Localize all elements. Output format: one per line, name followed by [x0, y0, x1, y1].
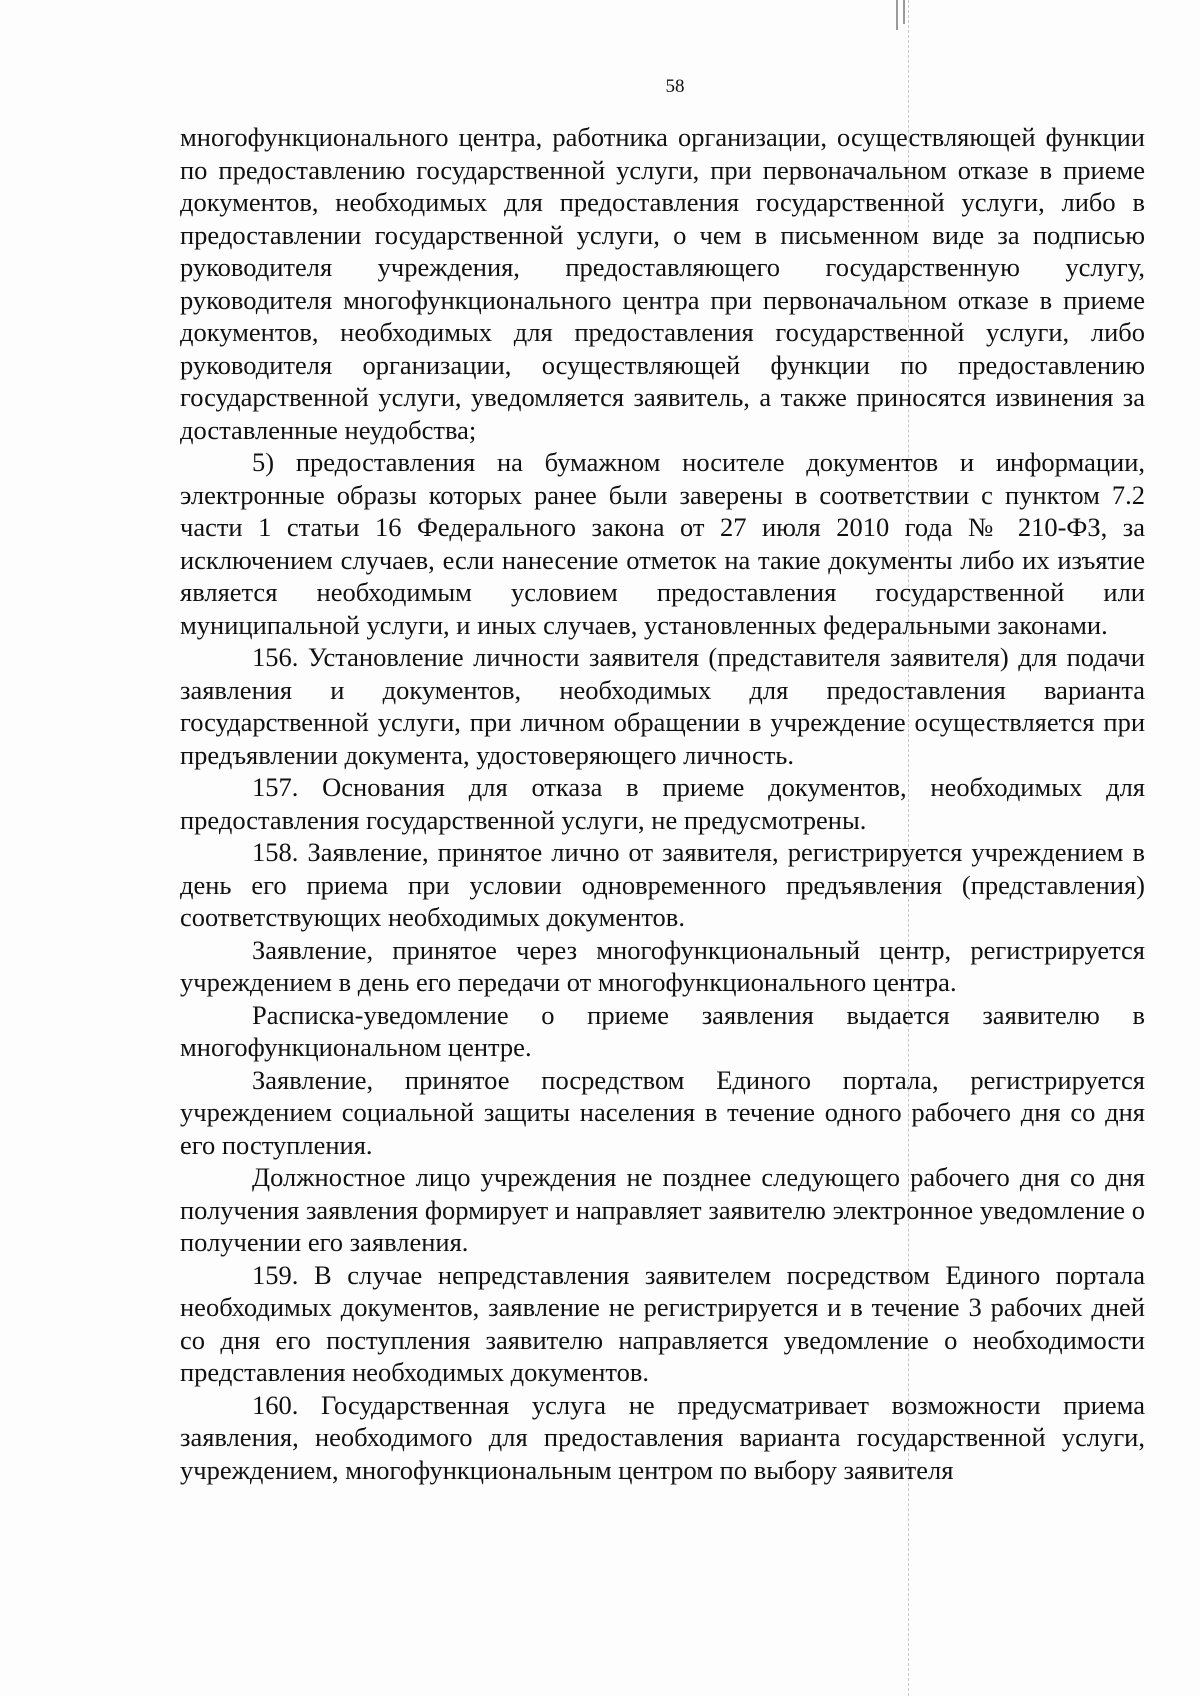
scan-mark — [896, 0, 898, 30]
page-number: 58 — [665, 76, 685, 97]
paragraph-158-receipt: Расписка-уведомление о приеме заявления выдается заявителю в многофункциональном центре. — [180, 999, 1145, 1062]
paragraph-160: 160. Государственная услуга не предусматривает возможности приема заявления, необходимого для предоставления варианта государственной услуги, учреждением, многофункциональным центром по выбору заявителя — [180, 1389, 1145, 1485]
paragraph-158-notification: Должностное лицо учреждения не позднее следующего рабочего дня со дня получения заявления формирует и направляет заявителю электронное уведомление о получении его заявления. — [180, 1162, 1145, 1257]
scan-mark — [903, 0, 905, 24]
paragraph-156: 156. Установление личности заявителя (представителя заявителя) для подачи заявления и документов, необходимых для предоставления варианта государственной услуги, при личном обращении в учреждение осуществляется при предъявлении документа, удостоверяющего личность. — [180, 642, 1145, 770]
paragraph-continuation: многофункционального центра, работника организации, осуществляющей функции по предоставлению государственной услуги, при первоначальном отказе в приеме документов, необходимых для предоставления государственной услуги, либо в предоставлении государственной услуги, о чем в письменном виде за подписью руководителя учреждения, предоставляющего государственную услугу, руководителя многофункционального центра при первоначальном отказе в приеме документов, необходимых для предоставления государственной услуги, либо руководителя организации, осуществляющей функции по предоставлению государственной услуги, уведомляется заявитель, а также приносятся извинения за доставленные неудобства; — [180, 122, 1145, 445]
paragraph-158: 158. Заявление, принятое лично от заявителя, регистрируется учреждением в день его приема при условии одновременного предъявления (представления) соответствующих необходимых документов. — [180, 837, 1145, 932]
paragraph-157: 157. Основания для отказа в приеме документов, необходимых для предоставления государственной услуги, не предусмотрены. — [180, 772, 1145, 835]
paragraph-159: 159. В случае непредставления заявителем посредством Единого портала необходимых документов, заявление не регистрируется и в течение 3 рабочих дней со дня его поступления заявителю направляется уведомление о необходимости представления необходимых документов. — [180, 1259, 1145, 1387]
paragraph-item-5: 5) предоставления на бумажном носителе документов и информации, электронные образы которых ранее были заверены в соответствии с пунктом 7.2 части 1 статьи 16 Федерального закона от 27 июля 2010 года № 210-ФЗ, за исключением случаев, если нанесение отметок на такие документы либо их изъятие является необходимым условием предоставления государственной или муниципальной услуги, и иных случаев, установленных федеральными законами. — [180, 447, 1145, 640]
paragraph-158-portal: Заявление, принятое посредством Единого портала, регистрируется учреждением социальной защиты населения в течение одного рабочего дня со дня его поступления. — [180, 1064, 1145, 1160]
document-body — [180, 121, 1145, 1486]
paragraph-158-mfc: Заявление, принятое через многофункциональный центр, регистрируется учреждением в день его передачи от многофункционального центра. — [180, 934, 1145, 997]
